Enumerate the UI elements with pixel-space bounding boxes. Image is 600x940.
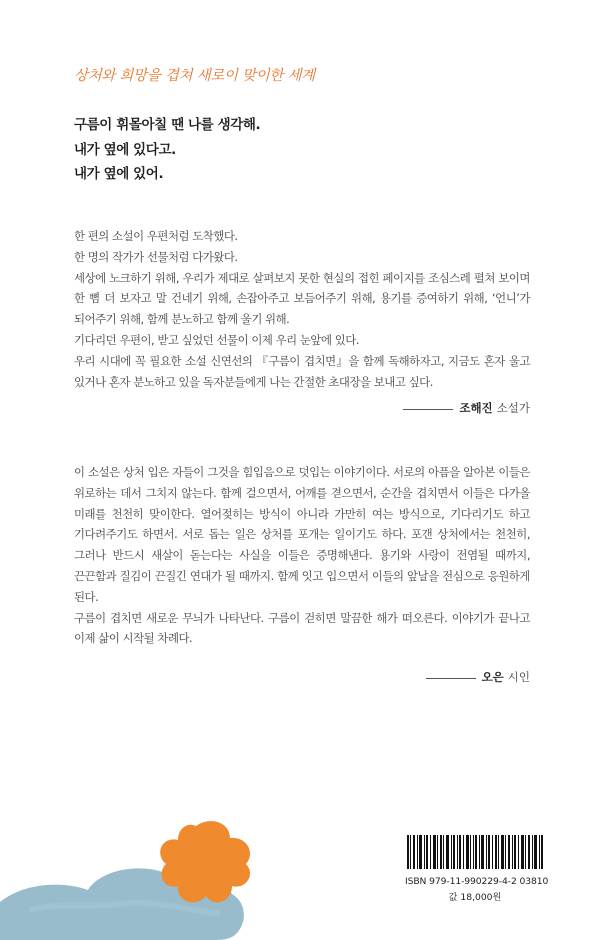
rec-paragraph: 한 편의 소설이 우편처럼 도착했다. — [74, 229, 238, 243]
quote-line: 내가 옆에 있어. — [74, 166, 164, 182]
signature — [74, 663, 530, 685]
author-name: 오은 — [481, 670, 504, 685]
barcode-block — [405, 835, 549, 903]
rec-paragraph: 한 명의 작가가 선물처럼 다가왔다. — [74, 249, 238, 264]
barcode-icon — [407, 835, 543, 869]
author-role: 시인 — [507, 670, 530, 685]
rec-paragraph: 세상에 노크하기 위해, 우리가 제대로 살펴보지 못한 현실의 접힌 페이지를 조심스레 펼쳐 보이며 한 뼘 더 보자고 말 건네기 위해, 손잡아주고 보듬어주기 위해, 용기를 증여하기 위해, ‘언니’가 되어주기 위해, 함께 분노하고 함께 울기 위해. — [74, 270, 530, 327]
pull-quote — [74, 113, 260, 187]
quote-line: 구름이 휘몰아칠 땐 나를 생각해. — [74, 117, 261, 133]
quote-line: 내가 옆에 있다고. — [74, 141, 176, 158]
signature-rule — [403, 409, 453, 410]
author-name: 조해진 — [459, 401, 493, 416]
cloud-illustration — [0, 810, 260, 940]
rec-paragraph: 구름이 겹치면 새로운 무늬가 나타난다. 구름이 걷히면 말끔한 해가 떠오른다. 이야기가 끝나고 이제 삶이 시작될 차례다. — [74, 610, 530, 646]
rec-paragraph: 기다리던 우편이, 받고 싶었던 선물이 이제 우리 눈앞에 있다. — [74, 332, 359, 347]
rec-paragraph: 우리 시대에 꼭 필요한 소설 신연선의 『구름이 겹치면』을 함께 독해하자고, 지금도 혼자 울고 있거나 혼자 분노하고 있을 독자분들에게 나는 간절한 초대장을 보내고 싶다. — [74, 353, 530, 389]
isbn-number: ISBN 979-11-990229-4-2 03810 — [405, 876, 549, 887]
tagline: 상처와 희망을 겹쳐 새로이 맞이한 세계 — [74, 68, 315, 84]
price-label: 값 18,000원 — [448, 892, 502, 903]
signature-rule — [426, 678, 476, 679]
recommendation-oh — [74, 462, 530, 685]
recommendation-cho — [74, 226, 530, 416]
rec-paragraph: 이 소설은 상처 입은 자들이 그것을 힘입음으로 덧입는 이야기이다. 서로의 아픔을 알아본 이들은 위로하는 데서 그치지 않는다. 함께 걸으면서, 어깨를 겯으면서, 순간을 겹치면서 이들은 다가올 미래를 천천히 맞이한다. 열어젖히는 방식이 아니라 가만히 여는 방식으로, 기다리기도 하고 기다려주기도 하면서. 서로 돕는 일은 상처를 포개는 일이기도 하다. 포갠 상처에서는 천천히, 그러나 반드시 새살이 돋는다는 사실을 이들은 증명해낸다. 용기와 사랑이 전염될 때까지, 끈끈함과 질김이 끈질긴 연대가 될 때까지. 함께 잇고 입으면서 이들의 앞날을 전심으로 응원하게 된다. — [74, 465, 530, 604]
author-role: 소설가 — [496, 401, 530, 416]
signature — [74, 394, 530, 416]
